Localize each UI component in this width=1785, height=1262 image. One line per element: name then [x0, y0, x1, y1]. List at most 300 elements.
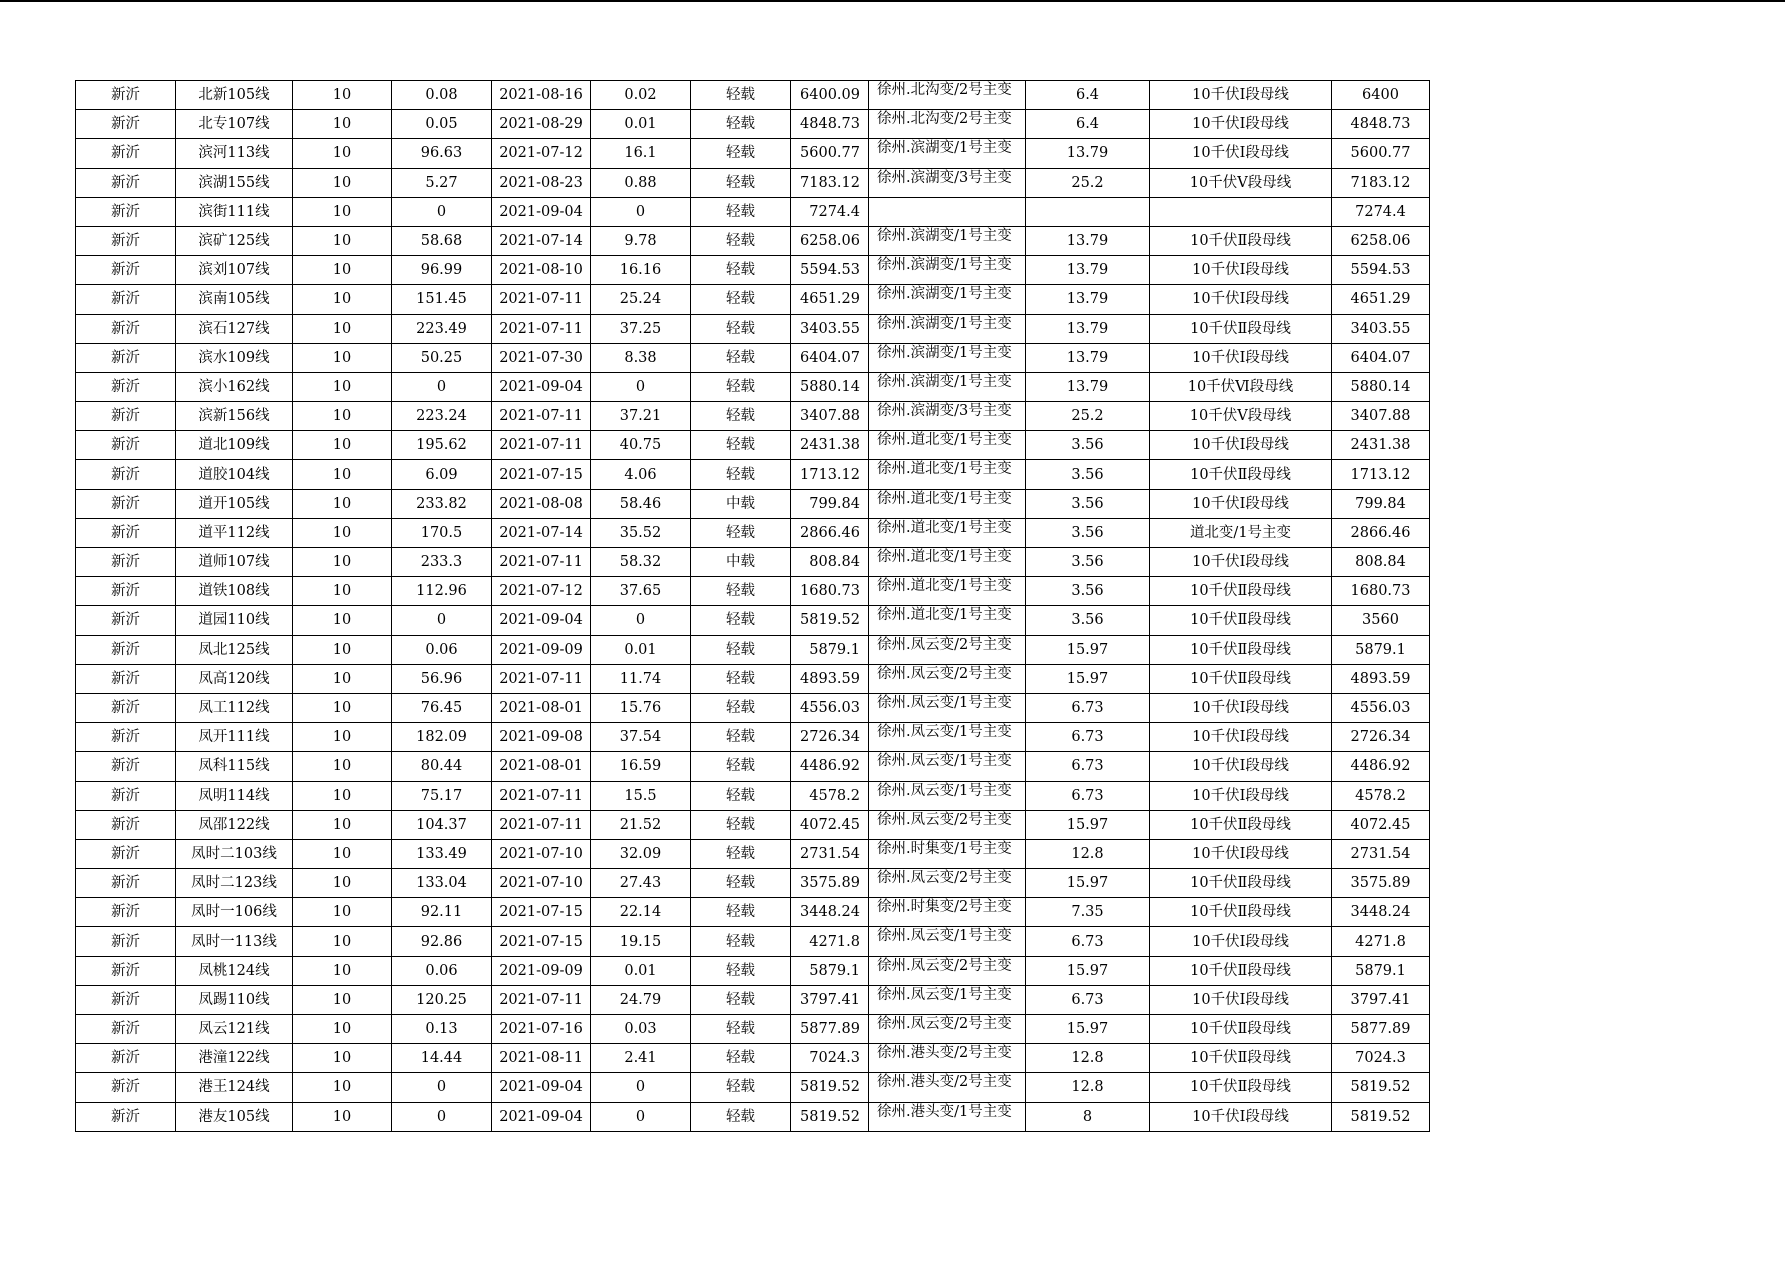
- substation-transformer-cell: [869, 226, 1026, 255]
- voltage-level-cell: 10: [293, 285, 392, 314]
- substation-transformer-text: 徐州.滨湖变/1号主变: [877, 344, 1012, 361]
- table-row: [76, 518, 1430, 547]
- date-cell: 2021-07-15: [492, 927, 591, 956]
- table-row: [76, 606, 1430, 635]
- load-status-cell: 轻载: [691, 577, 791, 606]
- transformer-load-cell: 3.56: [1026, 460, 1150, 489]
- substation-transformer-text: 徐州.道北变/1号主变: [877, 607, 1012, 624]
- voltage-level-cell: 10: [293, 1102, 392, 1131]
- available-capacity-cell: 3560: [1332, 606, 1430, 635]
- date-cell: 2021-07-14: [492, 518, 591, 547]
- available-capacity-cell: 5600.77: [1332, 139, 1430, 168]
- substation-transformer-text: 徐州.凤云变/1号主变: [877, 753, 1012, 770]
- load-status-cell: 轻载: [691, 752, 791, 781]
- feeder-name-cell: 滨刘107线: [176, 256, 293, 285]
- busbar-cell: 10千伏Ⅰ段母线: [1150, 693, 1332, 722]
- substation-transformer-cell: [869, 752, 1026, 781]
- substation-transformer-cell: [869, 956, 1026, 985]
- feeder-name-cell: 凤时一113线: [176, 927, 293, 956]
- transformer-load-cell: 15.97: [1026, 869, 1150, 898]
- transformer-load-cell: 3.56: [1026, 548, 1150, 577]
- transformer-load-cell: 3.56: [1026, 577, 1150, 606]
- busbar-cell: 10千伏Ⅰ段母线: [1150, 839, 1332, 868]
- available-capacity-cell: 4556.03: [1332, 693, 1430, 722]
- date-cell: 2021-07-12: [492, 139, 591, 168]
- table-row: [76, 1044, 1430, 1073]
- available-capacity-cell: 5819.52: [1332, 1073, 1430, 1102]
- feeder-name-cell: 滨新156线: [176, 402, 293, 431]
- county-cell: 新沂: [76, 1102, 176, 1131]
- date-cell: 2021-07-11: [492, 664, 591, 693]
- table-row: [76, 489, 1430, 518]
- busbar-cell: 10千伏Ⅰ段母线: [1150, 285, 1332, 314]
- load-status-cell: 轻载: [691, 226, 791, 255]
- busbar-cell: 10千伏Ⅰ段母线: [1150, 723, 1332, 752]
- available-capacity-cell: 5877.89: [1332, 1015, 1430, 1044]
- county-cell: 新沂: [76, 226, 176, 255]
- voltage-level-cell: 10: [293, 1073, 392, 1102]
- substation-transformer-text: 徐州.滨湖变/3号主变: [877, 403, 1012, 420]
- load-status-cell: 轻载: [691, 431, 791, 460]
- substation-transformer-cell: [869, 635, 1026, 664]
- voltage-level-cell: 10: [293, 956, 392, 985]
- substation-transformer-text: 徐州.时集变/2号主变: [877, 899, 1012, 916]
- available-capacity-cell: 4651.29: [1332, 285, 1430, 314]
- voltage-level-cell: 10: [293, 810, 392, 839]
- load-status-cell: 轻载: [691, 1015, 791, 1044]
- capacity-cell: 5879.1: [791, 635, 869, 664]
- capacity-cell: 1680.73: [791, 577, 869, 606]
- substation-transformer-text: 徐州.道北变/1号主变: [877, 578, 1012, 595]
- available-capacity-cell: 799.84: [1332, 489, 1430, 518]
- load-status-cell: 轻载: [691, 256, 791, 285]
- transformer-load-cell: 6.73: [1026, 781, 1150, 810]
- date-cell: 2021-07-30: [492, 343, 591, 372]
- transformer-load-cell: 3.56: [1026, 518, 1150, 547]
- substation-transformer-cell: [869, 898, 1026, 927]
- transformer-load-cell: 3.56: [1026, 606, 1150, 635]
- transformer-load-cell: 12.8: [1026, 1073, 1150, 1102]
- transformer-load-cell: 6.4: [1026, 81, 1150, 110]
- substation-transformer-text: 徐州.滨湖变/1号主变: [877, 227, 1012, 244]
- available-capacity-cell: 3797.41: [1332, 985, 1430, 1014]
- substation-transformer-text: 徐州.凤云变/1号主变: [877, 928, 1012, 945]
- busbar-cell: 10千伏Ⅱ段母线: [1150, 898, 1332, 927]
- max-current-cell: 58.68: [392, 226, 492, 255]
- table-row: [76, 1015, 1430, 1044]
- date-cell: 2021-07-11: [492, 548, 591, 577]
- date-cell: 2021-09-04: [492, 372, 591, 401]
- feeder-name-cell: 滨水109线: [176, 343, 293, 372]
- load-rate-cell: 11.74: [591, 664, 691, 693]
- max-current-cell: 170.5: [392, 518, 492, 547]
- date-cell: 2021-07-11: [492, 810, 591, 839]
- substation-transformer-cell: [869, 839, 1026, 868]
- load-rate-cell: 25.24: [591, 285, 691, 314]
- substation-transformer-text: 徐州.道北变/1号主变: [877, 549, 1012, 565]
- substation-transformer-cell: [869, 810, 1026, 839]
- transformer-load-cell: 12.8: [1026, 839, 1150, 868]
- substation-transformer-text: 徐州.港头变/2号主变: [877, 1074, 1012, 1091]
- available-capacity-cell: 4271.8: [1332, 927, 1430, 956]
- date-cell: 2021-07-11: [492, 431, 591, 460]
- load-status-cell: 轻载: [691, 664, 791, 693]
- capacity-cell: 4556.03: [791, 693, 869, 722]
- transformer-load-cell: 6.73: [1026, 927, 1150, 956]
- date-cell: 2021-08-10: [492, 256, 591, 285]
- available-capacity-cell: 5879.1: [1332, 956, 1430, 985]
- substation-transformer-text: 徐州.凤云变/2号主变: [877, 1016, 1012, 1032]
- date-cell: 2021-09-04: [492, 1102, 591, 1131]
- capacity-cell: 3575.89: [791, 869, 869, 898]
- date-cell: 2021-07-10: [492, 869, 591, 898]
- substation-transformer-cell: [869, 402, 1026, 431]
- load-rate-cell: 0: [591, 1073, 691, 1102]
- transformer-load-cell: 3.56: [1026, 431, 1150, 460]
- load-status-cell: 中载: [691, 489, 791, 518]
- substation-transformer-cell: [869, 693, 1026, 722]
- feeder-name-cell: 滨小162线: [176, 372, 293, 401]
- busbar-cell: 10千伏Ⅰ段母线: [1150, 927, 1332, 956]
- date-cell: 2021-09-08: [492, 723, 591, 752]
- load-status-cell: 轻载: [691, 139, 791, 168]
- table-row: [76, 110, 1430, 139]
- substation-transformer-cell: [869, 460, 1026, 489]
- substation-transformer-text: 徐州.凤云变/2号主变: [877, 636, 1012, 653]
- available-capacity-cell: 4848.73: [1332, 110, 1430, 139]
- load-status-cell: 轻载: [691, 1044, 791, 1073]
- available-capacity-cell: 6400: [1332, 81, 1430, 110]
- feeder-name-cell: 道开105线: [176, 489, 293, 518]
- substation-transformer-cell: [869, 577, 1026, 606]
- available-capacity-cell: 3407.88: [1332, 402, 1430, 431]
- county-cell: 新沂: [76, 869, 176, 898]
- load-rate-cell: 35.52: [591, 518, 691, 547]
- capacity-cell: 4578.2: [791, 781, 869, 810]
- load-status-cell: 轻载: [691, 1073, 791, 1102]
- load-rate-cell: 16.1: [591, 139, 691, 168]
- max-current-cell: 5.27: [392, 168, 492, 197]
- capacity-cell: 7183.12: [791, 168, 869, 197]
- max-current-cell: 92.11: [392, 898, 492, 927]
- date-cell: 2021-07-11: [492, 781, 591, 810]
- feeder-name-cell: 滨街111线: [176, 197, 293, 226]
- feeder-name-cell: 凤高120线: [176, 664, 293, 693]
- busbar-cell: 10千伏Ⅱ段母线: [1150, 1044, 1332, 1073]
- feeder-load-table: [75, 80, 1430, 1132]
- transformer-load-cell: 6.73: [1026, 985, 1150, 1014]
- county-cell: 新沂: [76, 489, 176, 518]
- available-capacity-cell: 6404.07: [1332, 343, 1430, 372]
- date-cell: 2021-07-16: [492, 1015, 591, 1044]
- feeder-name-cell: 凤北125线: [176, 635, 293, 664]
- transformer-load-cell: 13.79: [1026, 372, 1150, 401]
- capacity-cell: 4271.8: [791, 927, 869, 956]
- load-rate-cell: 8.38: [591, 343, 691, 372]
- feeder-name-cell: 滨石127线: [176, 314, 293, 343]
- load-status-cell: 轻载: [691, 956, 791, 985]
- county-cell: 新沂: [76, 139, 176, 168]
- voltage-level-cell: 10: [293, 110, 392, 139]
- date-cell: 2021-09-04: [492, 197, 591, 226]
- load-rate-cell: 21.52: [591, 810, 691, 839]
- busbar-cell: 10千伏Ⅰ段母线: [1150, 431, 1332, 460]
- feeder-name-cell: 凤科115线: [176, 752, 293, 781]
- load-rate-cell: 0: [591, 606, 691, 635]
- table-row: [76, 752, 1430, 781]
- load-rate-cell: 37.54: [591, 723, 691, 752]
- county-cell: 新沂: [76, 723, 176, 752]
- substation-transformer-cell: [869, 110, 1026, 139]
- busbar-cell: 10千伏Ⅰ段母线: [1150, 343, 1332, 372]
- voltage-level-cell: 10: [293, 372, 392, 401]
- county-cell: 新沂: [76, 81, 176, 110]
- available-capacity-cell: 3448.24: [1332, 898, 1430, 927]
- available-capacity-cell: 4578.2: [1332, 781, 1430, 810]
- substation-transformer-text: 徐州.凤云变/2号主变: [877, 870, 1012, 887]
- load-status-cell: 轻载: [691, 927, 791, 956]
- load-status-cell: 轻载: [691, 839, 791, 868]
- table-row: [76, 810, 1430, 839]
- substation-transformer-cell: [869, 1015, 1026, 1044]
- transformer-load-cell: 6.4: [1026, 110, 1150, 139]
- substation-transformer-cell: [869, 431, 1026, 460]
- load-rate-cell: 15.76: [591, 693, 691, 722]
- feeder-name-cell: 凤时一106线: [176, 898, 293, 927]
- transformer-load-cell: 6.73: [1026, 723, 1150, 752]
- county-cell: 新沂: [76, 985, 176, 1014]
- capacity-cell: 5879.1: [791, 956, 869, 985]
- capacity-cell: 3797.41: [791, 985, 869, 1014]
- capacity-cell: 4072.45: [791, 810, 869, 839]
- load-status-cell: 轻载: [691, 285, 791, 314]
- capacity-cell: 7024.3: [791, 1044, 869, 1073]
- voltage-level-cell: 10: [293, 898, 392, 927]
- load-status-cell: 轻载: [691, 81, 791, 110]
- feeder-name-cell: 凤明114线: [176, 781, 293, 810]
- max-current-cell: 0.05: [392, 110, 492, 139]
- capacity-cell: 1713.12: [791, 460, 869, 489]
- substation-transformer-cell: [869, 1073, 1026, 1102]
- max-current-cell: 120.25: [392, 985, 492, 1014]
- substation-transformer-cell: [869, 869, 1026, 898]
- county-cell: 新沂: [76, 781, 176, 810]
- available-capacity-cell: 5880.14: [1332, 372, 1430, 401]
- load-status-cell: 轻载: [691, 402, 791, 431]
- county-cell: 新沂: [76, 839, 176, 868]
- feeder-name-cell: 道胶104线: [176, 460, 293, 489]
- feeder-name-cell: 道北109线: [176, 431, 293, 460]
- date-cell: 2021-08-29: [492, 110, 591, 139]
- capacity-cell: 3448.24: [791, 898, 869, 927]
- load-status-cell: 轻载: [691, 898, 791, 927]
- transformer-load-cell: [1026, 197, 1150, 226]
- load-status-cell: 轻载: [691, 110, 791, 139]
- county-cell: 新沂: [76, 285, 176, 314]
- transformer-load-cell: 15.97: [1026, 810, 1150, 839]
- substation-transformer-cell: [869, 81, 1026, 110]
- table-row: [76, 927, 1430, 956]
- voltage-level-cell: 10: [293, 81, 392, 110]
- transformer-load-cell: 15.97: [1026, 956, 1150, 985]
- max-current-cell: 223.24: [392, 402, 492, 431]
- table-row: [76, 723, 1430, 752]
- busbar-cell: 10千伏Ⅱ段母线: [1150, 1073, 1332, 1102]
- available-capacity-cell: 1713.12: [1332, 460, 1430, 489]
- table-row: [76, 839, 1430, 868]
- load-rate-cell: 0: [591, 1102, 691, 1131]
- busbar-cell: 10千伏Ⅱ段母线: [1150, 577, 1332, 606]
- busbar-cell: 10千伏Ⅱ段母线: [1150, 314, 1332, 343]
- feeder-name-cell: 港友105线: [176, 1102, 293, 1131]
- capacity-cell: 2866.46: [791, 518, 869, 547]
- capacity-cell: 2726.34: [791, 723, 869, 752]
- substation-transformer-cell: [869, 372, 1026, 401]
- load-rate-cell: 40.75: [591, 431, 691, 460]
- substation-transformer-cell: [869, 489, 1026, 518]
- voltage-level-cell: 10: [293, 927, 392, 956]
- county-cell: 新沂: [76, 664, 176, 693]
- substation-transformer-text: 徐州.港头变/2号主变: [877, 1045, 1012, 1062]
- county-cell: 新沂: [76, 635, 176, 664]
- busbar-cell: 10千伏Ⅱ段母线: [1150, 460, 1332, 489]
- transformer-load-cell: 7.35: [1026, 898, 1150, 927]
- capacity-cell: 5819.52: [791, 606, 869, 635]
- top-border-line: [0, 0, 1785, 2]
- date-cell: 2021-09-09: [492, 635, 591, 664]
- feeder-name-cell: 凤时二123线: [176, 869, 293, 898]
- available-capacity-cell: 3403.55: [1332, 314, 1430, 343]
- county-cell: 新沂: [76, 197, 176, 226]
- substation-transformer-cell: [869, 1044, 1026, 1073]
- county-cell: 新沂: [76, 110, 176, 139]
- voltage-level-cell: 10: [293, 460, 392, 489]
- voltage-level-cell: 10: [293, 635, 392, 664]
- load-rate-cell: 58.32: [591, 548, 691, 577]
- substation-transformer-cell: [869, 781, 1026, 810]
- county-cell: 新沂: [76, 693, 176, 722]
- voltage-level-cell: 10: [293, 1015, 392, 1044]
- substation-transformer-text: 徐州.道北变/1号主变: [877, 432, 1012, 449]
- available-capacity-cell: 4486.92: [1332, 752, 1430, 781]
- date-cell: 2021-08-08: [492, 489, 591, 518]
- date-cell: 2021-07-11: [492, 402, 591, 431]
- transformer-load-cell: 12.8: [1026, 1044, 1150, 1073]
- busbar-cell: 10千伏Ⅱ段母线: [1150, 956, 1332, 985]
- busbar-cell: 10千伏Ⅱ段母线: [1150, 1015, 1332, 1044]
- capacity-cell: 5600.77: [791, 139, 869, 168]
- load-status-cell: 轻载: [691, 168, 791, 197]
- county-cell: 新沂: [76, 1044, 176, 1073]
- busbar-cell: 10千伏Ⅰ段母线: [1150, 110, 1332, 139]
- busbar-cell: 10千伏Ⅰ段母线: [1150, 1102, 1332, 1131]
- substation-transformer-text: 徐州.凤云变/2号主变: [877, 957, 1012, 974]
- load-rate-cell: 58.46: [591, 489, 691, 518]
- date-cell: 2021-07-11: [492, 314, 591, 343]
- max-current-cell: 96.99: [392, 256, 492, 285]
- substation-transformer-cell: [869, 285, 1026, 314]
- max-current-cell: 76.45: [392, 693, 492, 722]
- substation-transformer-text: 徐州.滨湖变/1号主变: [877, 315, 1012, 332]
- feeder-name-cell: 滨湖155线: [176, 168, 293, 197]
- county-cell: 新沂: [76, 256, 176, 285]
- max-current-cell: 80.44: [392, 752, 492, 781]
- county-cell: 新沂: [76, 548, 176, 577]
- load-rate-cell: 37.65: [591, 577, 691, 606]
- county-cell: 新沂: [76, 927, 176, 956]
- max-current-cell: 195.62: [392, 431, 492, 460]
- table-row: [76, 402, 1430, 431]
- table-row: [76, 577, 1430, 606]
- load-rate-cell: 22.14: [591, 898, 691, 927]
- feeder-name-cell: 凤工112线: [176, 693, 293, 722]
- load-rate-cell: 37.25: [591, 314, 691, 343]
- substation-transformer-cell: [869, 927, 1026, 956]
- substation-transformer-cell: [869, 1102, 1026, 1131]
- feeder-name-cell: 凤云121线: [176, 1015, 293, 1044]
- max-current-cell: 133.04: [392, 869, 492, 898]
- transformer-load-cell: 13.79: [1026, 139, 1150, 168]
- substation-transformer-cell: [869, 518, 1026, 547]
- load-rate-cell: 16.16: [591, 256, 691, 285]
- capacity-cell: 7274.4: [791, 197, 869, 226]
- load-status-cell: 轻载: [691, 314, 791, 343]
- substation-transformer-text: 徐州.港头变/1号主变: [877, 1103, 1012, 1120]
- substation-transformer-text: 徐州.滨湖变/1号主变: [877, 140, 1012, 157]
- date-cell: 2021-08-01: [492, 752, 591, 781]
- transformer-load-cell: 25.2: [1026, 168, 1150, 197]
- busbar-cell: 10千伏Ⅱ段母线: [1150, 664, 1332, 693]
- available-capacity-cell: 7183.12: [1332, 168, 1430, 197]
- capacity-cell: 3407.88: [791, 402, 869, 431]
- load-rate-cell: 0.01: [591, 635, 691, 664]
- busbar-cell: 10千伏Ⅱ段母线: [1150, 606, 1332, 635]
- substation-transformer-text: 徐州.道北变/1号主变: [877, 490, 1012, 507]
- max-current-cell: 112.96: [392, 577, 492, 606]
- table-row: [76, 314, 1430, 343]
- max-current-cell: 0.08: [392, 81, 492, 110]
- max-current-cell: 75.17: [392, 781, 492, 810]
- feeder-name-cell: 凤时二103线: [176, 839, 293, 868]
- max-current-cell: 133.49: [392, 839, 492, 868]
- county-cell: 新沂: [76, 518, 176, 547]
- load-rate-cell: 4.06: [591, 460, 691, 489]
- max-current-cell: 0: [392, 606, 492, 635]
- max-current-cell: 0: [392, 1073, 492, 1102]
- max-current-cell: 0: [392, 1102, 492, 1131]
- load-rate-cell: 0.03: [591, 1015, 691, 1044]
- load-rate-cell: 37.21: [591, 402, 691, 431]
- substation-transformer-cell: [869, 723, 1026, 752]
- max-current-cell: 233.82: [392, 489, 492, 518]
- substation-transformer-text: 徐州.凤云变/1号主变: [877, 782, 1012, 799]
- load-status-cell: 中载: [691, 548, 791, 577]
- max-current-cell: 96.63: [392, 139, 492, 168]
- voltage-level-cell: 10: [293, 548, 392, 577]
- busbar-cell: 10千伏Ⅴ段母线: [1150, 402, 1332, 431]
- busbar-cell: 10千伏Ⅱ段母线: [1150, 810, 1332, 839]
- busbar-cell: 10千伏Ⅰ段母线: [1150, 256, 1332, 285]
- feeder-name-cell: 道铁108线: [176, 577, 293, 606]
- substation-transformer-cell: [869, 197, 1026, 226]
- date-cell: 2021-07-12: [492, 577, 591, 606]
- substation-transformer-cell: [869, 343, 1026, 372]
- load-status-cell: 轻载: [691, 723, 791, 752]
- county-cell: 新沂: [76, 402, 176, 431]
- max-current-cell: 0: [392, 372, 492, 401]
- table-row: [76, 956, 1430, 985]
- max-current-cell: 0.06: [392, 635, 492, 664]
